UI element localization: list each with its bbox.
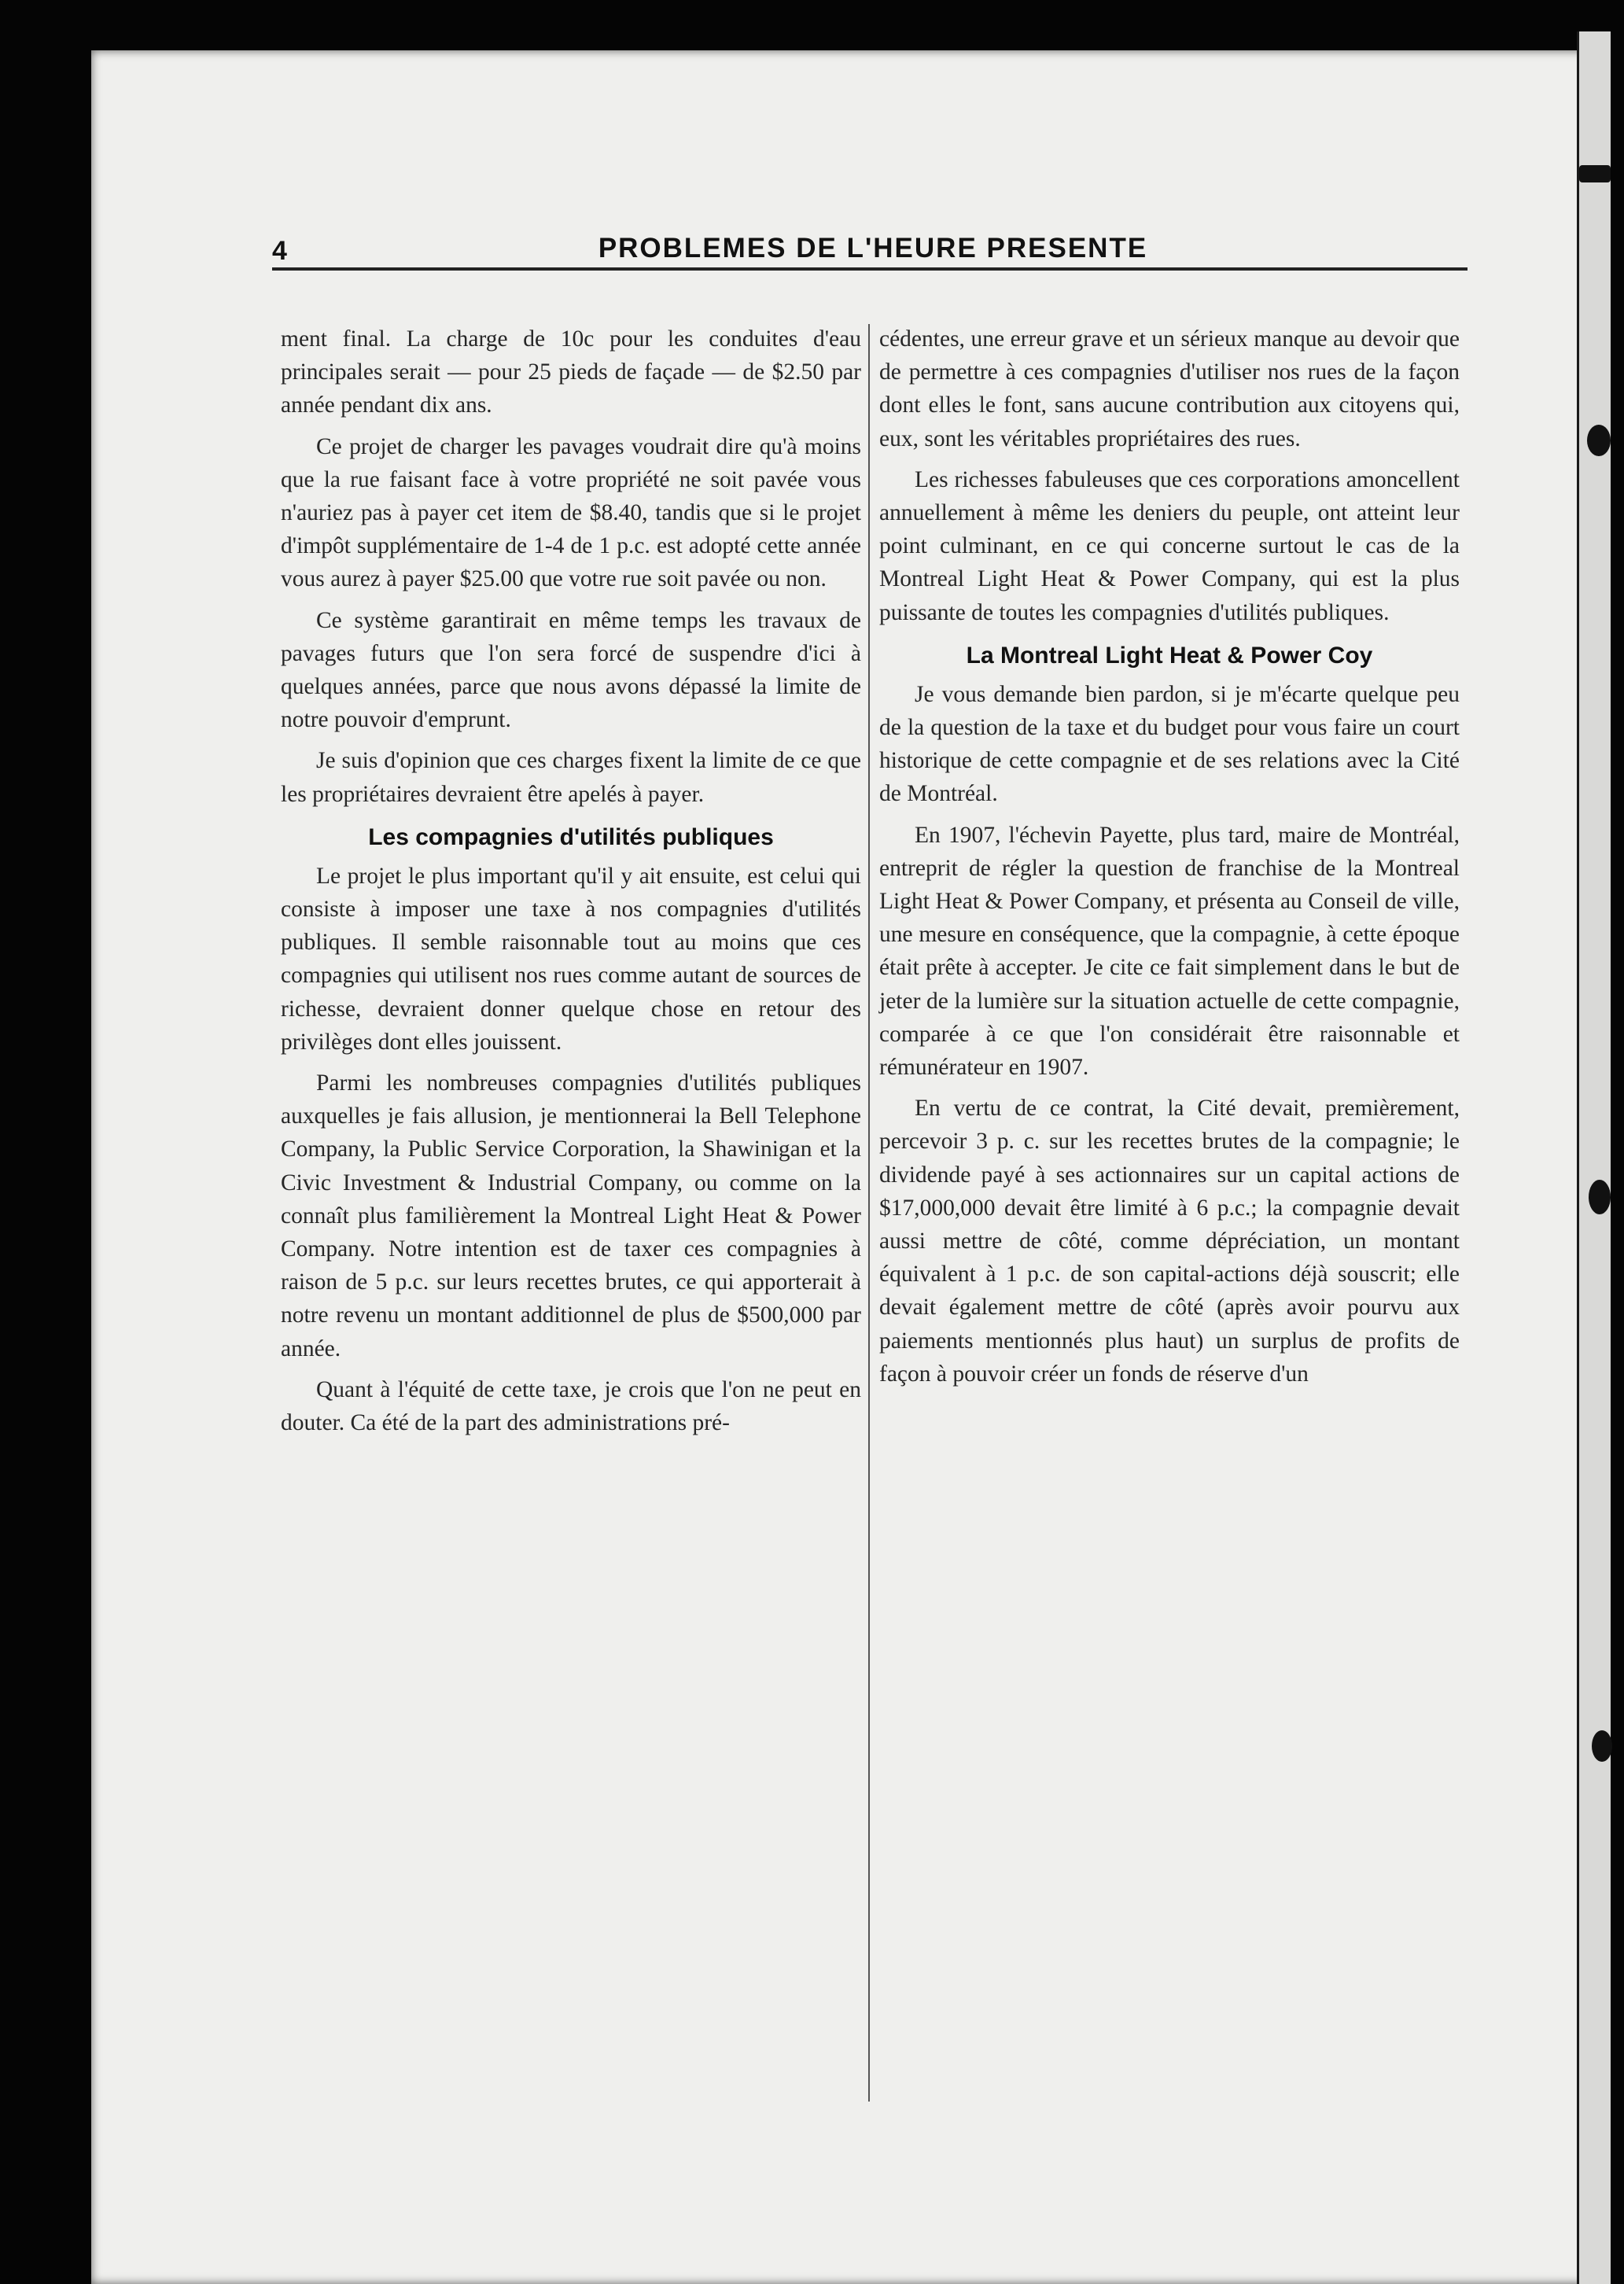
paragraph: Quant à l'équité de cette taxe, je crois que l'on ne peut en douter. Ca été de la part des administrations pré- — [281, 1376, 861, 1436]
section-heading: La Montreal Light Heat & Power Coy — [966, 642, 1373, 669]
paragraph: Je suis d'opinion que ces charges fixent la limite de ce que les propriétaires devraient être apelés à payer. — [281, 748, 861, 807]
ink-blot — [1579, 165, 1611, 182]
right-column — [879, 322, 1460, 1398]
section-heading: Les compagnies d'utilités publiques — [368, 823, 774, 850]
running-head: PROBLEMES DE L'HEURE PRESENTE — [598, 233, 1148, 263]
paragraph: Les richesses fabuleuses que ces corporations amoncellent annuellement à même les deniers du peuple, ont atteint leur point culminant, en ce qui concerne surtout le cas de la Montreal Light Heat & Power Company, qui est la plus puissante de toutes les compagnies d'utilités publiques. — [879, 466, 1460, 625]
page-number: 4 — [272, 236, 287, 266]
paragraph: Parmi les nombreuses compagnies d'utilités publiques auxquelles je fais allusion, je mentionnerai la Bell Telephone Company, la Public Service Corporation, la Shawinigan et la Civic Investment & Industrial Company, ou comme on la connaît plus familièrement la Montreal Light Heat & Power Company. Notre intention est de taxer ces compagnies à raison de 5 p.c. sur leurs recettes brutes, ce qui apporterait à notre revenu un montant additionnel de plus de $500,000 par année. — [281, 1070, 861, 1361]
header-rule — [272, 267, 1467, 271]
column-rule — [868, 324, 870, 2102]
paragraph: Ce projet de charger les pavages voudrait dire qu'à moins que la rue faisant face à votre propriété ne soit pavée vous n'auriez pas à payer cet item de $8.40, tandis que si le projet d'impôt supplémentaire de 1-4 de 1 p.c. est adopté cette année vous aurez à payer $25.00 que votre rue soit pavée ou non. — [281, 433, 861, 592]
ink-blot — [1587, 425, 1611, 456]
paragraph: Le projet le plus important qu'il y ait ensuite, est celui qui consiste à imposer une taxe à nos compagnies d'utilités publiques. Il semble raisonnable tout au moins que ces compagnies qui utilisent nos rues comme autant de sources de richesse, devraient donner quelque chose en retour des privilèges dont elles jouissent. — [281, 863, 861, 1055]
paragraph: En 1907, l'échevin Payette, plus tard, maire de Montréal, entreprit de régler la question de franchise de la Montreal Light Heat & Power Company, et présenta au Conseil de ville, une mesure en conséquence, que la compagnie, à cette époque était prête à accepter. Je cite ce fait simplement dans le but de jeter de la lumière sur la situation actuelle de cette compagnie, comparée à ce que l'on considérait être raisonnable et rémunérateur en 1907. — [879, 822, 1460, 1081]
paragraph: Ce système garantirait en même temps les travaux de pavages futurs que l'on sera forcé de suspendre d'ici à quelques années, parce que nous avons dépassé la limite de notre pouvoir d'emprunt. — [281, 607, 861, 733]
adjacent-page-edge — [1577, 31, 1611, 2284]
paragraph: Je vous demande bien pardon, si je m'écarte quelque peu de la question de la taxe et du budget pour vous faire un court historique de cette compagnie et de ses relations avec la Cité de Montréal. — [879, 681, 1460, 807]
left-column — [281, 322, 861, 1447]
paragraph: En vertu de ce contrat, la Cité devait, premièrement, percevoir 3 p. c. sur les recettes brutes de la compagnie; le dividende payé à ses actionnaires sur un capital actions de $17,000,000 devait être limité à 6 p.c.; la compagnie devait aussi mettre de côté, comme dépréciation, un montant équivalent à 1 p.c. de son capital-actions déjà souscrit; elle devait également mettre de côté (après avoir pourvu aux paiements mentionnés plus haut) un surplus de profits de façon à pouvoir créer un fonds de réserve d'un — [879, 1096, 1460, 1387]
ink-blot — [1589, 1180, 1611, 1214]
paragraph: ment final. La charge de 10c pour les conduites d'eau principales serait — pour 25 pieds de façade — de $2.50 par année pendant dix ans. — [281, 326, 861, 418]
ink-blot — [1592, 1730, 1612, 1762]
paragraph: cédentes, une erreur grave et un sérieux manque au devoir que de permettre à ces compagnies d'utiliser nos rues de la façon dont elles le font, sans aucune contribution aux citoyens qui, eux, sont les véritables propriétaires des rues. — [879, 326, 1460, 451]
